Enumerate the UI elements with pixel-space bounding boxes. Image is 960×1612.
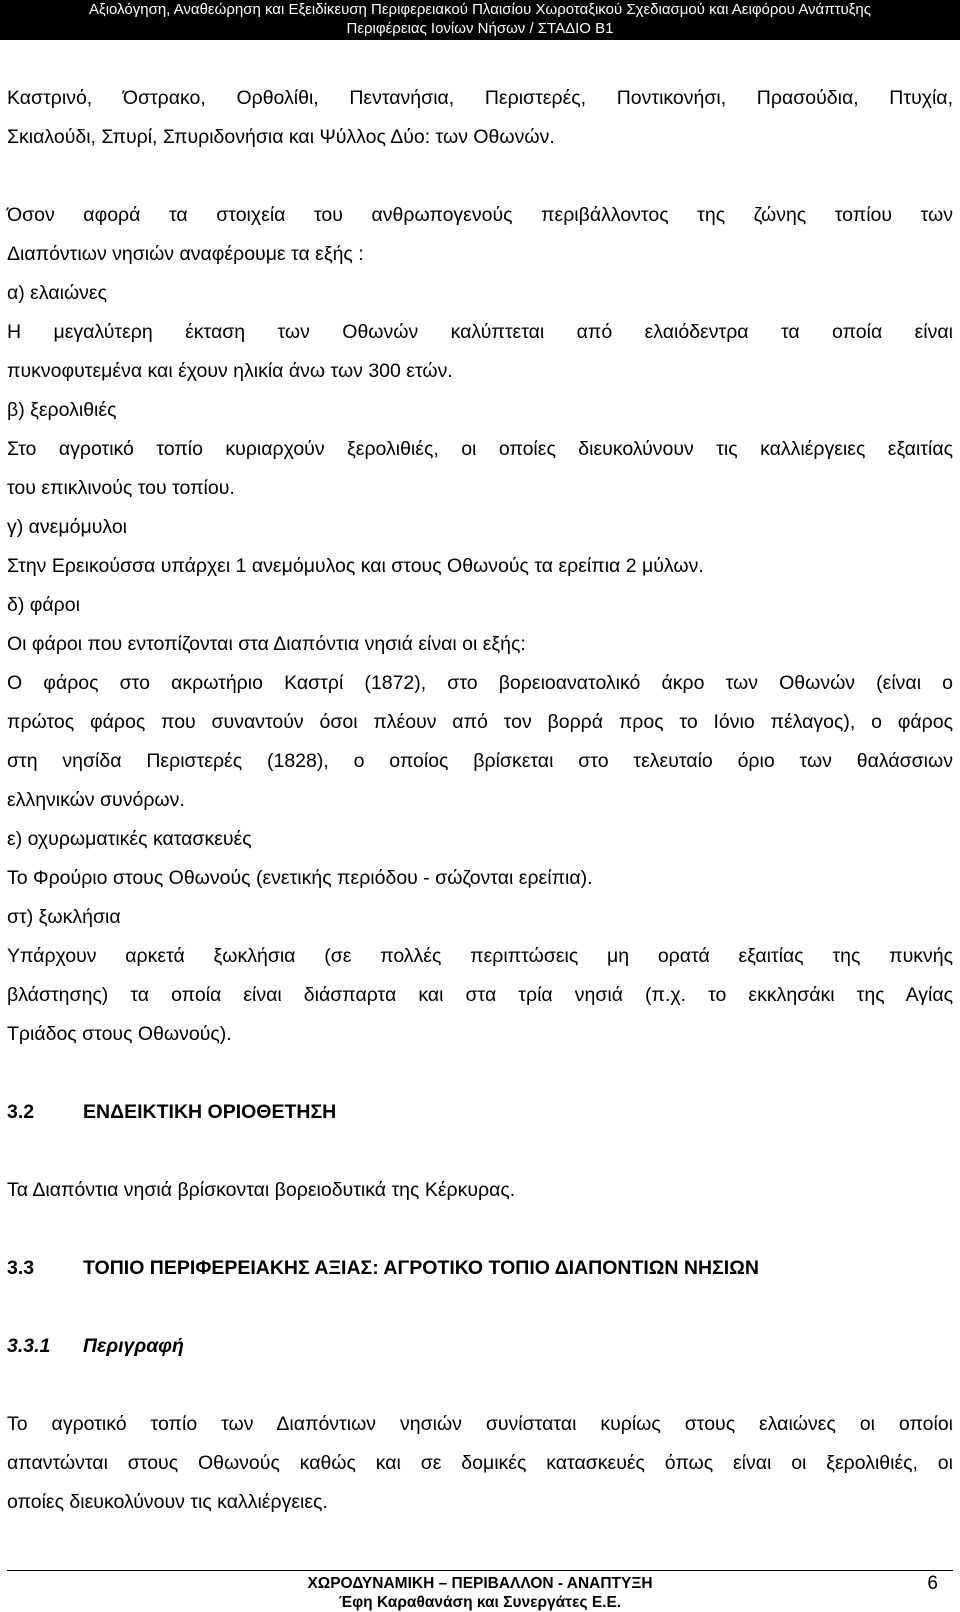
section-heading-3-2 (7, 1093, 953, 1132)
footer-title: ΧΩΡΟΔΥΝΑΜΙΚΗ – ΠΕΡΙΒΑΛΛΟΝ - ΑΝΑΠΤΥΞΗ (307, 1575, 653, 1592)
section-number: 3.2 (7, 1101, 35, 1123)
text-line: Το αγροτικό τοπίο των Διαπόντιων νησιών συνίσταται κυρίως στους ελαιώνες οι οποίοι (7, 1413, 953, 1435)
header-title-line1: Αξιολόγηση, Αναθεώρηση και Εξειδίκευση Περιφερειακού Πλαισίου Χωροταξικού Σχεδιασμού και Αειφόρου Ανάπτυξης (89, 1, 871, 18)
footer-author: Έφη Καραθανάση και Συνεργάτες Ε.Ε. (338, 1594, 622, 1611)
section-title: ΤΟΠΙΟ ΠΕΡΙΦΕΡΕΙΑΚΗΣ ΑΞΙΑΣ: ΑΓΡΟΤΙΚΟ ΤΟΠΙΟ ΔΙΑΠΟΝΤΙΩΝ ΝΗΣΙΩΝ (83, 1257, 759, 1279)
page-number: 6 (927, 1573, 938, 1594)
text-line: πρώτος φάρος που συναντούν όσοι πλέουν από τον βορρά προς το Ιόνιο πέλαγος), ο φάρος (7, 711, 953, 733)
section-number: 3.3 (7, 1257, 35, 1279)
header-title-line2: Περιφέρειας Ιονίων Νήσων / ΣΤΑΔΙΟ Β1 (346, 20, 614, 37)
subheading-fortifications: ε) οχυρωματικές κατασκευές (7, 828, 252, 850)
text-line: Στο αγροτικό τοπίο κυριαρχούν ξερολιθιές, οι οποίες διευκολύνουν τις καλλιέργειες εξαιτίας (7, 438, 953, 460)
text-line: πυκνοφυτεμένα και έχουν ηλικία άνω των 300 ετών. (7, 360, 453, 382)
text-line: Υπάρχουν αρκετά ξωκλήσια (σε πολλές περιπτώσεις μη ορατά εξαιτίας της πυκνής (7, 945, 953, 967)
section-title: ΕΝΔΕΙΚΤΙΚΗ ΟΡΙΟΘΕΤΗΣΗ (83, 1101, 337, 1123)
text-line: του επικλινούς του τοπίου. (7, 477, 235, 499)
section-heading-3-3-1 (7, 1327, 953, 1366)
text-line: Τριάδος στους Οθωνούς). (7, 1023, 232, 1045)
text-line: Οι φάροι που εντοπίζονται στα Διαπόντια νησιά είναι οι εξής: (7, 633, 526, 655)
page-footer (0, 1570, 960, 1611)
section-title: Περιγραφή (83, 1335, 184, 1357)
text-line: ελληνικών συνόρων. (7, 789, 185, 811)
text-line: στη νησίδα Περιστερές (1828), ο οποίος βρίσκεται στο τελευταίο όριο των θαλάσσιων (7, 750, 953, 772)
text-line: απαντώνται στους Οθωνούς καθώς και σε δομικές κατασκευές όπως είναι οι ξερολιθιές, οι (7, 1452, 953, 1474)
subheading-dry-stone-walls: β) ξερολιθιές (7, 399, 117, 421)
footer-divider (7, 1570, 953, 1571)
page-header (0, 0, 960, 40)
text-line: Σκιαλούδι, Σπυρί, Σπυριδονήσια και Ψύλλος Δύο: των Οθωνών. (7, 126, 555, 148)
text-line: Το Φρούριο στους Οθωνούς (ενετικής περιόδου - σώζονται ερείπια). (7, 867, 593, 889)
text-line: Η μεγαλύτερη έκταση των Οθωνών καλύπτεται από ελαιόδεντρα τα οποία είναι (7, 321, 953, 343)
text-line: Όσον αφορά τα στοιχεία του ανθρωπογενούς περιβάλλοντος της ζώνης τοπίου των (7, 204, 953, 226)
subheading-chapels: στ) ξωκλήσια (7, 906, 121, 928)
section-heading-3-3 (7, 1249, 953, 1288)
text-line: βλάστησης) τα οποία είναι διάσπαρτα και στα τρία νησιά (π.χ. το εκκλησάκι της Αγίας (7, 984, 953, 1006)
subheading-lighthouses: δ) φάροι (7, 594, 80, 616)
text-line: οποίες διευκολύνουν τις καλλιέργειες. (7, 1491, 328, 1513)
subheading-olive-groves: α) ελαιώνες (7, 282, 108, 304)
text-line: Ο φάρος στο ακρωτήριο Καστρί (1872), στο βορειοανατολικό άκρο των Οθωνών (είναι ο (7, 672, 953, 694)
section-number: 3.3.1 (7, 1335, 51, 1357)
text-line: Στην Ερεικούσσα υπάρχει 1 ανεμόμυλος και στους Οθωνούς τα ερείπια 2 μύλων. (7, 555, 704, 577)
text-line: Καστρινό, Όστρακο, Ορθολίθι, Πεντανήσια, Περιστερές, Ποντικονήσι, Πρασούδια, Πτυχία, (7, 87, 953, 109)
text-line: Διαπόντιων νησιών αναφέρουμε τα εξής : (7, 243, 364, 265)
document-body (7, 79, 953, 1522)
text-line: Τα Διαπόντια νησιά βρίσκονται βορειοδυτικά της Κέρκυρας. (7, 1179, 516, 1201)
subheading-windmills: γ) ανεμόμυλοι (7, 516, 127, 538)
